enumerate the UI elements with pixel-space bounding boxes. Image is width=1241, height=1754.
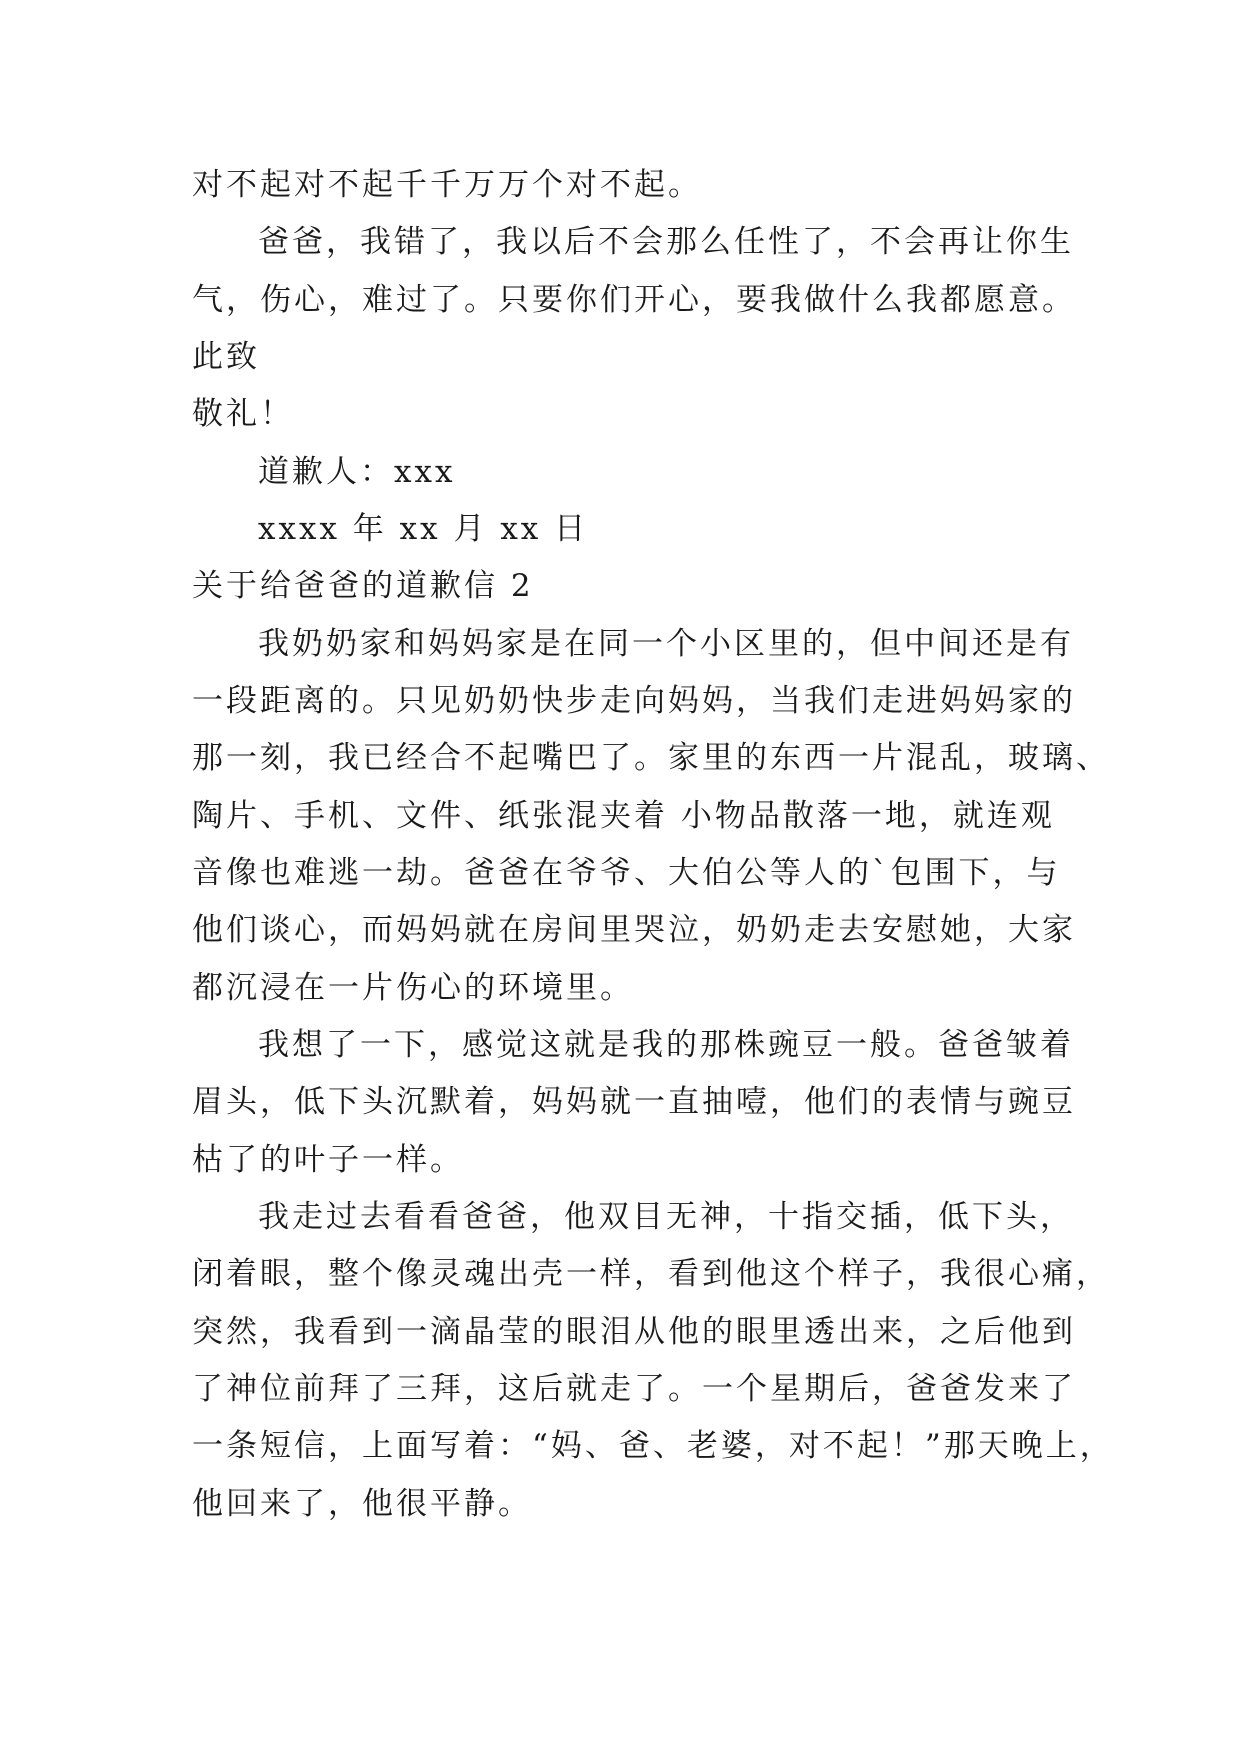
text-line: 那一刻，我已经合不起嘴巴了。家里的东西一片混乱，玻璃、 bbox=[192, 740, 1110, 776]
text-line: 闭着眼，整个像灵魂出壳一样，看到他这个样子，我很心痛， bbox=[192, 1256, 1110, 1292]
section-title: 关于给爸爸的道歉信 2 bbox=[192, 568, 534, 604]
text-line: 爸爸，我错了，我以后不会那么任性了，不会再让你生 bbox=[258, 224, 1074, 260]
text-line: 他们谈心，而妈妈就在房间里哭泣，奶奶走去安慰她，大家 bbox=[192, 912, 1076, 948]
text-line: 音像也难逃一劫。爸爸在爷爷、大伯公等人的`包围下，与 bbox=[192, 855, 1061, 891]
text-line: 他回来了，他很平静。 bbox=[192, 1486, 532, 1522]
signature: 道歉人：xxx bbox=[258, 454, 456, 490]
salutation: 敬礼！ bbox=[192, 396, 294, 432]
text-line: 突然，我看到一滴晶莹的眼泪从他的眼里透出来，之后他到 bbox=[192, 1314, 1076, 1350]
text-line: 一条短信，上面写着：“妈、爸、老婆，对不起！”那天晚上， bbox=[192, 1428, 1114, 1464]
text-line: 眉头，低下头沉默着，妈妈就一直抽噎，他们的表情与豌豆 bbox=[192, 1084, 1076, 1120]
text-line: 陶片、手机、文件、纸张混夹着 小物品散落一地，就连观 bbox=[192, 798, 1055, 834]
text-line: 一段距离的。只见奶奶快步走向妈妈，当我们走进妈妈家的 bbox=[192, 683, 1076, 719]
text-line: 我走过去看看爸爸，他双目无神，十指交插，低下头， bbox=[258, 1199, 1074, 1235]
text-line: 对不起对不起千千万万个对不起。 bbox=[192, 167, 702, 203]
text-line: 我想了一下，感觉这就是我的那株豌豆一般。爸爸皱着 bbox=[258, 1027, 1074, 1063]
date-line: xxxx 年 xx 月 xx 日 bbox=[258, 511, 589, 547]
text-line: 气，伤心，难过了。只要你们开心，要我做什么我都愿意。 bbox=[192, 282, 1076, 318]
text-line: 枯了的叶子一样。 bbox=[192, 1142, 464, 1178]
closing-phrase: 此致 bbox=[192, 339, 260, 375]
text-line: 了神位前拜了三拜，这后就走了。一个星期后，爸爸发来了 bbox=[192, 1371, 1076, 1407]
text-line: 我奶奶家和妈妈家是在同一个小区里的，但中间还是有 bbox=[258, 626, 1074, 662]
text-line: 都沉浸在一片伤心的环境里。 bbox=[192, 970, 634, 1006]
